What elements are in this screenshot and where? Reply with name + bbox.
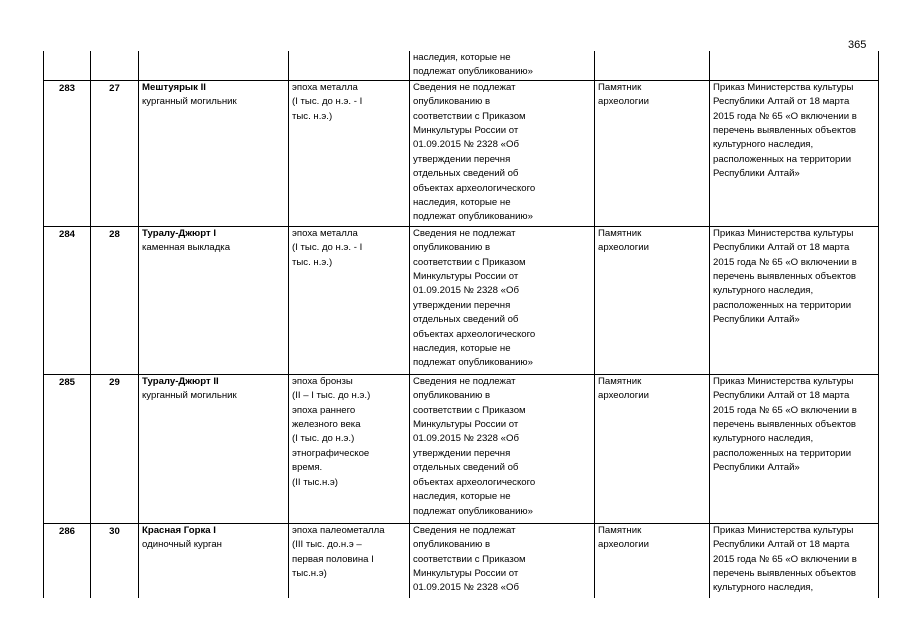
cell-name (139, 226, 289, 374)
monument-name: Туралу-Джюрт I (142, 227, 216, 239)
cell-sub-number: 28 (91, 226, 139, 374)
cell-document: Приказ Министерства культуры Республики Алтай от 18 марта 2015 года № 65 «О включении в перечень выявленных объектов культурного наследия, расположенных на территории Республики Алтай» (710, 80, 879, 226)
cell-name (139, 51, 289, 80)
cell-name (139, 80, 289, 226)
cell-dating: эпоха бронзы (II – I тыс. до н.э.) эпоха раннего железного века (I тыс. до н.э.) этнографическое (289, 374, 410, 461)
cell-number: 283 (44, 80, 91, 226)
cell-number (44, 51, 91, 80)
monument-name: Красная Горка I (142, 524, 216, 536)
cell-info: Сведения не подлежат опубликованию в соответствии с Приказом Минкультуры России от 01.09.2015 № 2328 «Об утверждении перечня отдельных сведений об объектах археологического наследия, которые не подлежат опубликованию» (410, 80, 595, 226)
cell-info: наследия, которые не подлежат опубликованию» (410, 51, 595, 80)
cell-info: Сведения не подлежат опубликованию в соответствии с Приказом Минкультуры России от 01.09.2015 № 2328 «Об утверждении перечня отдельных сведений об объектах археологического наследия, которые не подлежат опубликованию» (410, 226, 595, 374)
monument-name: Мештуярык II (142, 81, 206, 93)
cell-sub-number: 30 (91, 523, 139, 598)
monument-type: одиночный курган (142, 539, 222, 551)
monument-name: Туралу-Джюрт II (142, 375, 219, 387)
cell-info: отдельных сведений об объектах археологического наследия, которые не подлежат опубликованию» (410, 461, 595, 523)
cell-category: Памятник археологии (595, 226, 710, 374)
table-row (44, 523, 879, 598)
cell-dating: эпоха металла (I тыс. до н.э. - I тыс. н.э.) (289, 226, 410, 374)
cell-name (139, 374, 289, 461)
table-row (44, 374, 879, 461)
cell-category: Памятник археологии (595, 374, 710, 461)
cell-document: Приказ Министерства культуры Республики Алтай от 18 марта 2015 года № 65 «О включении в перечень выявленных объектов культурного наследия, (710, 523, 879, 598)
cell-number: 285 (44, 374, 91, 461)
cell-document: Приказ Министерства культуры Республики Алтай от 18 марта 2015 года № 65 «О включении в перечень выявленных объектов культурного наследия, расположенных на территории Республики Алтай» (710, 226, 879, 374)
table-body (44, 51, 879, 598)
cell-name (139, 461, 289, 523)
cell-number (44, 461, 91, 523)
table-row (44, 226, 879, 374)
cell-dating: эпоха металла (I тыс. до н.э. - I тыс. н.э.) (289, 80, 410, 226)
table-row (44, 461, 879, 523)
cell-info: Сведения не подлежат опубликованию в соответствии с Приказом Минкультуры России от 01.09.2015 № 2328 «Об (410, 523, 595, 598)
cell-number: 286 (44, 523, 91, 598)
cell-category: Памятник археологии (595, 80, 710, 226)
cell-number: 284 (44, 226, 91, 374)
cell-category: Памятник археологии (595, 523, 710, 598)
cell-document (710, 51, 879, 80)
cell-document: Республики Алтай» (710, 461, 879, 523)
monument-type: курганный могильник (142, 390, 237, 402)
cell-sub-number (91, 461, 139, 523)
cell-sub-number: 29 (91, 374, 139, 461)
cell-document: Приказ Министерства культуры Республики Алтай от 18 марта 2015 года № 65 «О включении в перечень выявленных объектов культурного наследия, расположенных на территории (710, 374, 879, 461)
table-row (44, 51, 879, 80)
page-number: 365 (848, 39, 867, 51)
cell-category (595, 461, 710, 523)
cell-dating (289, 51, 410, 80)
cell-info: Сведения не подлежат опубликованию в соответствии с Приказом Минкультуры России от 01.09.2015 № 2328 «Об утверждении перечня (410, 374, 595, 461)
cell-sub-number (91, 51, 139, 80)
monument-type: курганный могильник (142, 96, 237, 108)
cell-dating: эпоха палеометалла (III тыс. до.н.э – первая половина I тыс.н.э) (289, 523, 410, 598)
cell-sub-number: 27 (91, 80, 139, 226)
monuments-table (43, 51, 879, 598)
cell-name (139, 523, 289, 598)
table-row (44, 80, 879, 226)
cell-dating: время. (II тыс.н.э) (289, 461, 410, 523)
monument-type: каменная выкладка (142, 242, 231, 254)
cell-category (595, 51, 710, 80)
